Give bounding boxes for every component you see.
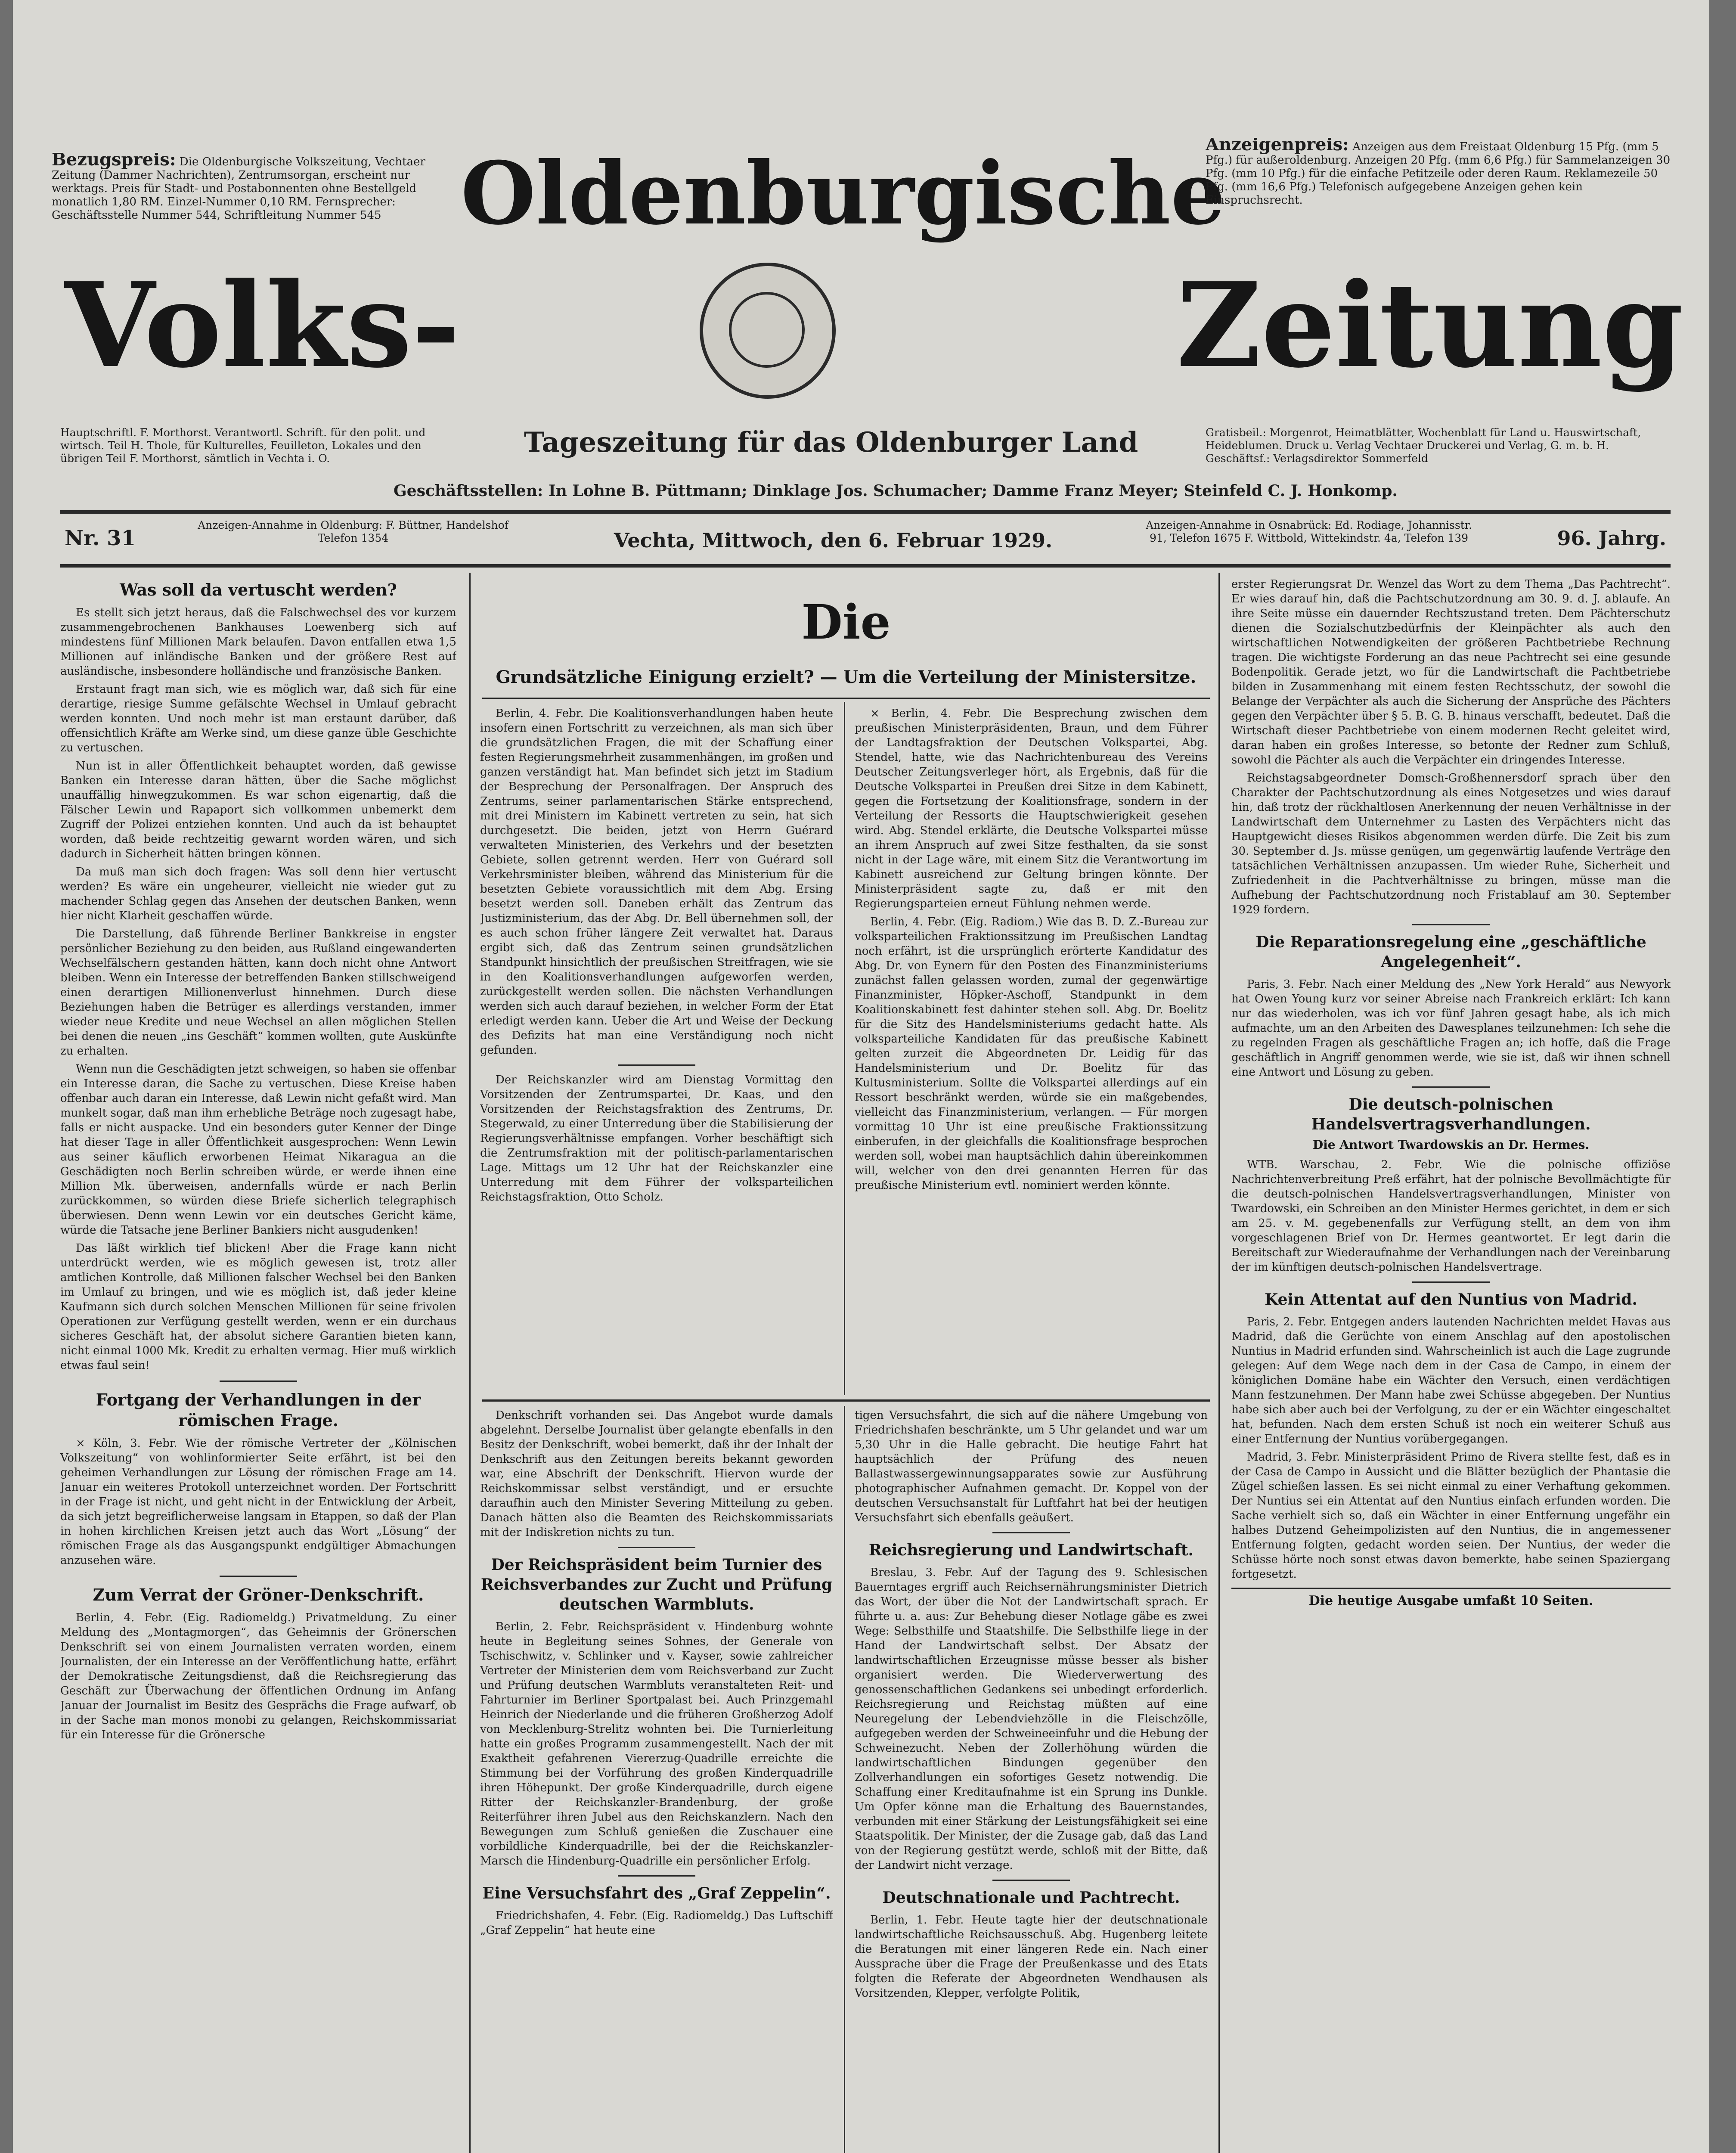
- coalition-column-b: [855, 706, 1208, 1395]
- article-pachtrecht-p1: Berlin, 1. Febr. Heute tagte hier der deutschnationale landwirtschaftliche Reichsausschuß. Abg. Hugenberg leitete die Beratungen mit einer längeren Rede ein. Nach einer Aussprache über die Frage der Preußenkasse und des Etats folgten die Referate der Abgeordneten Wendhausen als Vorsitzenden, Klepper, verfolgte Politik,: [855, 1914, 1208, 2000]
- masthead-subtitle: Tageszeitung für das Oldenburger Land: [524, 426, 1138, 459]
- anzeigenpreis-label: Anzeigenpreis:: [1206, 138, 1349, 155]
- article-vertuscht-p5: Die Darstellung, daß führende Berliner Bankkreise in engster persönlicher Beziehung zu den beiden, aus Rußland eingewanderten Wechselfälschern gestanden hätten, kann doch nicht ohne Antwort bleiben. Wenn ein Interesse der betreffenden Banken stillschweigend einen derartigen Millionenverlust hinnehmen. Durch diese Beziehungen haben die Betrüger es allerdings verstanden, immer wieder neue Kredite und neue Wechsel an allen möglichen Stellen bei denen die neuen „ins Geschäft“ kommen wollten, gute Auskünfte zu erhalten.: [60, 928, 456, 1058]
- article-reichspraesident-title: Der Reichspräsident beim Turnier des Reichsverbandes zur Zucht und Prüfung deutschen Warmbluts.: [480, 1556, 833, 1613]
- column-divider-2-top: [844, 702, 845, 1395]
- article-nuntius-p1: Paris, 2. Febr. Entgegen anders lautenden Nachrichten meldet Havas aus Madrid, daß die Gerüchte von einem Anschlag auf den apostolischen Nuntius in Madrid erfunden sind. Wahrscheinlich ist auch die Lage zugrunde gelegen: Auf dem Wege nach dem in der Casa de Campo, in einem der königlichen Domäne habe ein Wächter den Versuch, einen verdächtigen Mann festzunehmen. Der Mann habe zwei Schüsse abgegeben. Der Nuntius habe sich aber auch bei der Verfolgung, zu der er ein Wächter eingeschaltet hat, befunden. Nach dem ersten Schuß ist noch ein weiterer Schuß aus einer Entfernung der Nuntius vorübergegangen.: [1231, 1315, 1671, 1446]
- anzeigen-osnabrueck: Anzeigen-Annahme in Osnabrück: Ed. Rodiage, Johannisstr. 91, Telefon 1675 F. Wittbold, Wittekindstr. 4a, Telefon 139: [1146, 519, 1472, 544]
- middle-rule: [482, 1399, 1210, 1402]
- article-reparation-p1: Paris, 3. Febr. Nach einer Meldung des „New York Herald“ aus Newyork hat Owen Young kurz vor seiner Abreise nach Frankreich erklärt: Ich kann nur das wiederholen, was ich vor fünf Jahren gesagt habe, als ich mich aufmachte, um an den Arbeiten des Dawesplanes teilzunehmen: Ich sehe die zu regelnden Fragen als geschäftliche Fragen an; ich hoffe, daß die Frage geschäftlich in Angriff genommen werde, wie sie ist, daß wir ihnen schnell eine Antwort und Lösung zu geben.: [1231, 978, 1671, 1079]
- column-divider-1: [469, 573, 471, 2153]
- masthead-title-top: Oldenburgische: [461, 143, 1226, 244]
- article-handelsvertrag-p1: WTB. Warschau, 2. Febr. Wie die polnische offiziöse Nachrichtenverbreitung Preß erfährt, hat der polnische Bevollmächtigte für die deutsch-polnischen Handelsvertragsverhandlungen, Minister von Twardowski, ein Schreiben an den Minister Hermes gerichtet, in dem er sich am 25. v. M. gegebenenfalls zur Verfügung stellt, an dem von ihm vorgeschlagenen Brief von Dr. Hermes geantwortet. Er legt darin die Bereitschaft zur Wiederaufnahme der Verhandlungen nach der Vereinbarung der im künftigen deutsch-polnischen Handelsvertrage.: [1231, 1158, 1671, 1274]
- column-divider-3: [1218, 573, 1220, 2153]
- article-nuntius-p2: Madrid, 3. Febr. Ministerpräsident Primo de Rivera stellte fest, daß es in der Casa de Campo in Aussicht und die Blätter bezüglich der Phantasie die Zügel schießen lassen. Es sei nicht einmal zu einer Verhaftung gekommen. Der Nuntius sei ein Attentat auf den Nuntius einfach erfunden worden. Die Sache verhielt sich so, daß ein Wächter in einer Entfernung ungefähr ein halbes Dutzend Geheimpolizisten auf den Nuntius, die in angemessener Entfernung folgten, gedacht worden seien. Der Nuntius, der weder die Schüsse hörte noch sonst etwas davon bemerkte, habe seinen Spaziergang fortgesetzt.: [1231, 1451, 1671, 1581]
- article-roemische-frage-p1: × Köln, 3. Febr. Wie der römische Vertreter der „Kölnischen Volkszeitung“ von wohlinformierter Seite erfährt, ist bei den geheimen Verhandlungen zur Lösung der römischen Frage am 14. Januar ein weiteres Protokoll unterzeichnet worden. Der Fortschritt in der Frage ist nicht, und geht nicht in der Entwicklung der Arbeit, da sich jetzt begreiflicherweise langsam in Etappen, so daß der Plan in hohen kirchlichen Kreisen jetzt auch das Wort „Lösung“ der römischen Frage als das Ausgangspunkt endgültiger Abmachungen anzusehen wäre.: [60, 1437, 456, 1567]
- column-divider-2-bottom: [844, 1406, 845, 2153]
- article-zeppelin-p1: Friedrichshafen, 4. Febr. (Eig. Radiomeldg.) Das Luftschiff „Graf Zeppelin“ hat heute eine: [480, 1909, 833, 1937]
- article-separator: [618, 1875, 695, 1877]
- column-4: [1231, 577, 1671, 2153]
- article-groener-title: Zum Verrat der Gröner-Denkschrift.: [93, 1585, 424, 1604]
- zeppelin-continued-p1: tigen Versuchsfahrt, die sich auf die nähere Umgebung von Friedrichshafen beschränkte, um 5 Uhr gelandet und war um 5,30 Uhr in die Halle gebracht. Die heutige Fahrt hat hauptsächlich der Prüfung des neuen Ballastwassergewinnungsapparates sowie zur Ausführung photographischer Aufnahmen gemacht. Dr. Koppel von der deutschen Versuchsanstalt für Luftfahrt hat bei der heutigen Versuchsfahrt sich ebenfalls geäußert.: [855, 1409, 1208, 1524]
- coalition-col-b-p1: × Berlin, 4. Febr. Die Besprechung zwischen dem preußischen Ministerpräsidenten, Braun, und dem Führer der Landtagsfraktion der Deutschen Volkspartei, Abg. Stendel, hatte, wie das Nachrichtenbureau des Vereins Deutscher Zeitungsverleger hört, als Ergebnis, daß für die Deutsche Volkspartei in Preußen drei Sitze in dem Kabinett, gegen die Fortsetzung der Koalitionsfrage, sondern in der Verteilung der Ressorts die Hauptschwierigkeit gesehen wird. Abg. Stendel erklärte, die Deutsche Volkspartei müsse an ihrem Anspruch auf zwei Sitze festhalten, da sie sonst nicht in der Lage wäre, mit einem Sitz die Verantwortung im Kabinett ausreichend zur Geltung bringen könnte. Der Ministerpräsident sagte zu, daß er mit den Regierungsparteien erneut Fühlung nehmen werde.: [855, 707, 1208, 910]
- geschaeftsstellen-line: Geschäftsstellen: In Lohne B. Püttmann; Dinklage Jos. Schumacher; Damme Franz Meyer; Steinfeld C. J. Honkomp.: [394, 482, 1398, 500]
- pachtrecht-continued-p2: Reichstagsabgeordneter Domsch-Großhennersdorf sprach über den Charakter der Pachtschutzordnung als eines Notgesetzes und wies darauf hin, daß trotz der rückhaltlosen Anerkennung der neuen Verhältnisse in der Landwirtschaft dem Unternehmer zu Lasten des Verpächters nicht das Hauptgewicht dieses Risikos abgenommen werden dürfe. Die Zeit bis zum 30. September d. Js. müsse genügen, um gegenwärtig laufende Verträge den tatsächlichen Verhältnissen anzupassen. Um wieder Ruhe, Sicherheit und Zufriedenheit in die Pachtverhältnisse zu bringen, müsse man die Aufhebung der Pachtschutzordnung noch Fristablauf am 30. September 1929 fordern.: [1231, 772, 1671, 916]
- dateline: Vechta, Mittwoch, den 6. Februar 1929.: [614, 529, 1053, 552]
- article-separator: [1412, 1281, 1490, 1283]
- coalition-subtitle: Grundsätzliche Einigung erzielt? — Um die Verteilung der Ministersitze.: [496, 667, 1197, 687]
- article-handelsvertrag-title: Die deutsch-polnischen Handelsvertragsverhandlungen.: [1311, 1095, 1591, 1133]
- masthead-rule-bottom: [60, 564, 1671, 568]
- masthead-right-info: Gratisbeil.: Morgenrot, Heimatblätter, Wochenblatt für Land u. Hauswirtschaft, Heideblumen. Druck u. Verlag Vechtaer Druckerei und Verlag, G. m. b. H. Geschäftsf.: Verlagsdirektor Sommerfeld: [1206, 426, 1641, 465]
- article-separator: [618, 1064, 695, 1066]
- coalition-main-title: Die: [801, 594, 891, 650]
- issue-number: Nr. 31: [65, 526, 136, 550]
- bezugspreis-box: [52, 153, 448, 256]
- footer-rule: [1231, 1588, 1671, 1589]
- article-vertuscht-p2: Erstaunt fragt man sich, wie es möglich war, daß sich für eine derartige, riesige Summe gefälschte Wechsel in Umlauf gebracht werden konnten. Und noch mehr ist man erstaunt darüber, daß offensichtlich Kräfte am Werke sind, um diese ganze üble Geschichte zu vertuschen.: [60, 683, 456, 754]
- anzeigen-oldenburg: Anzeigen-Annahme in Oldenburg: F. Büttner, Handelshof Telefon 1354: [198, 519, 508, 544]
- article-reichspraesident-p1: Berlin, 2. Febr. Reichspräsident v. Hindenburg wohnte heute in Begleitung seines Sohnes, der Generale von Tschischwitz, v. Schlinker und v. Kayser, sowie zahlreicher Vertreter der Ministerien dem vom Reichsverband zur Zucht und Prüfung deutschen Warmbluts veranstalteten Reit- und Fahrturnier im Berliner Sportpalast bei. Auch Prinzgemahl Heinrich der Niederlande und die früheren Großherzog Adolf von Mecklenburg-Strelitz wohnten bei. Die Turnierleitung hatte ein großes Programm zusammengestellt. Nach der mit Exaktheit gefahrenen Viererzug-Quadrille erreichte die Stimmung bei der Vorführung des großen Kinderquadrille ihren Höhepunkt. Der große Kinderquadrille, durch eigene Ritter der Reichskanzler-Brandenburg, der große Reiterführer ihren Jubel aus den Reichskanzlern. Nach den Bewegungen zum Schluß genießen die Zuschauer eine vorbildliche Kinderquadrille, bei der die Reichskanzler-Marsch die Hindenburg-Quadrille ein persönlicher Erfolg.: [480, 1620, 833, 1868]
- article-vertuscht-p3: Nun ist in aller Öffentlichkeit behauptet worden, daß gewisse Banken ein Interesse daran hätten, über die Sache möglichst unauffällig hinwegzukommen. Es war schon eigenartig, daß die Fälscher Lewin und Rapaport sich vollkommen unbemerkt dem Zugriff der Polizei entziehen konnten. Und auch da ist behauptet worden, daß beide rechtzeitig gewarnt worden wären, und sich dadurch in Sicherheit hätten bringen können.: [60, 760, 456, 860]
- article-pachtrecht-title: Deutschnationale und Pachtrecht.: [882, 1889, 1180, 1907]
- article-roemische-frage-title: Fortgang der Verhandlungen in der römischen Frage.: [96, 1390, 421, 1430]
- article-handelsvertrag-subtitle: Die Antwort Twardowskis an Dr. Hermes.: [1312, 1138, 1590, 1152]
- groener-continued-p1: Denkschrift vorhanden sei. Das Angebot wurde damals abgelehnt. Derselbe Journalist über gelangte ebenfalls in den Besitz der Denkschrift, wobei bemerkt, daß ihr der Inhalt der Denkschrift aus den Zeitungen bereits bekannt geworden war, eine Abschrift der Denkschrift. Hiervon wurde der Reichskommissar selbst verständigt, und er ersuchte daraufhin auch den Minister Severing Mitteilung zu geben. Danach hätten also die Beamten des Reichskommissariats mit der Indiskretion nichts zu tun.: [480, 1409, 833, 1539]
- coalition-col-a-p1: Berlin, 4. Febr. Die Koalitionsverhandlungen haben heute insofern einen Fortschritt zu verzeichnen, als man sich über die grundsätzlichen Fragen, die mit der Schaffung einer festen Regierungsmehrheit zusammenhängen, im großen und ganzen verständigt hat. Man befindet sich jetzt im Stadium der Besprechung der Personalfragen. Der Anspruch des Zentrums, seiner parlamentarischen Stärke entsprechend, mit drei Ministern im Kabinett vertreten zu sein, hat sich durchgesetzt. Die beiden, jetzt von Herrn Guérard verwalteten Ministerien, des Verkehrs und der besetzten Gebiete, sollen getrennt werden. Herr von Guérard soll Verkehrsminister bleiben, während das Ministerium für die besetzten Gebiete voraussichtlich mit dem Abg. Ersing besetzt werden soll. Daneben erhält das Zentrum das Justizministerium, das der Abg. Dr. Bell übernehmen soll, der es auch schon früher längere Zeit verwaltet hat. Daraus ergibt sich, daß das Zentrum seinen grundsätzlichen Standpunkt hinsichtlich der preußischen Streitfragen, wie sie in den Koalitionsverhandlungen aufgeworfen werden, zurückgestellt werden sollen. Die nächsten Verhandlungen werden sich auch darauf beziehen, in welcher Form der Etat erledigt werden kann. Ueber die Art und Weise der Deckung des Defizits hat man eine Verständigung noch nicht gefunden.: [480, 707, 833, 1057]
- newspaper-page: [13, 0, 1709, 2153]
- article-vertuscht-p1: Es stellt sich jetzt heraus, daß die Falschwechsel des vor kurzem zusammengebrochenen Bankhauses Loewenberg sich auf mindestens fünf Millionen Mark belaufen. Davon entfallen etwa 1,5 Millionen auf inländische Banken und der größere Rest auf ausländische, insbesondere holländische und französische Banken.: [60, 606, 456, 678]
- coalition-col-b-p2: Berlin, 4. Febr. (Eig. Radiom.) Wie das B. D. Z.-Bureau zur volksparteilichen Fraktionssitzung im Preußischen Landtag noch erfährt, ist die ursprünglich erörterte Kandidatur des Abg. Dr. von Eynern für den Posten des Finanzministeriums zunächst fallen gelassen worden, zumal der gegenwärtige Finanzminister, Höpker-Aschoff, Standpunkt in dem Koalitionskabinett fest dahinter stehen soll. Abg. Dr. Boelitz für die Sitz des Handelsministeriums gedacht hatte. Als volksparteiliche Kandidaten für das preußische Kabinett gelten zurzeit die Abgeordneten Dr. Leidig für das Handelsministerium und Dr. Boelitz für das Kultusministerium. Sollte die Volkspartei allerdings auf ein Ressort beschränkt werden, würde sie ein maßgebendes, vielleicht das Finanzministerium, verlangen. — Für morgen vormittag 10 Uhr ist eine preußische Fraktionssitzung einberufen, in der gleichfalls die Koalitionsfrage besprochen werden soll, wobei man hauptsächlich dahin übereinkommen will, welcher von den drei genannten Herren für das preußische Ministerium evtl. nominiert werden könnte.: [855, 915, 1208, 1192]
- column-1: [60, 577, 456, 2153]
- article-vertuscht-p7: Das läßt wirklich tief blicken! Aber die Frage kann nicht unterdrückt werden, wie es möglich gewesen ist, trotz aller amtlichen Kontrolle, daß Millionen falscher Wechsel bei den Banken im Umlauf zu bringen, und wie es möglich ist, daß jeder kleine Kaufmann sich durch solchen Menschen Millionen für seine frivolen Operationen zur Verfügung gestellt werden, wenn er ein durchaus sicheres Geschäft hat, der absolut sichere Garantien bieten kann, nicht einmal 1000 Mk. Kredit zu erhalten vermag. Hier muß wirklich etwas faul sein!: [60, 1242, 456, 1372]
- article-separator: [992, 1532, 1070, 1533]
- article-vertuscht-p6: Wenn nun die Geschädigten jetzt schweigen, so haben sie offenbar ein Interesse daran, die Sache zu vertuschen. Diese Kreise haben offenbar auch daran ein Interesse, daß Lewin nicht gefaßt wird. Man munkelt sogar, daß man ihm erhebliche Beträge noch zugesagt habe, falls er nicht auspacke. Und ein besonders guter Kenner der Dinge hat dieser Tage in aller Öffentlichkeit ausgesprochen: Wenn Lewin aus seiner käuflich erworbenen Heimat Nikaragua an die Geschädigten noch Berlin schreiben würde, er werde ihnen eine Million Mk. überweisen, andernfalls würde er nach Berlin zurückkommen, so würden diese Briefe sicherlich telegraphisch überwiesen. Denn wenn Lewin vor ein deutsches Gericht käme, würde die Tatsache jene Berliner Bankiers nicht ausgudenken!: [60, 1063, 456, 1237]
- article-separator: [220, 1576, 297, 1577]
- edition-footer: Die heutige Ausgabe umfaßt 10 Seiten.: [1308, 1593, 1593, 1608]
- coalition-column-a: [480, 706, 833, 1395]
- coalition-col-a-p2: Der Reichskanzler wird am Dienstag Vormittag den Vorsitzenden der Zentrumspartei, Dr. Kaas, und den Vorsitzenden der Reichstagsfraktion des Zentrums, Dr. Stegerwald, zu einer Unterredung über die Stabilisierung der Regierungsverhältnisse empfangen. Vorher beschäftigt sich die Zentrumsfraktion mit der politisch-parlamentarischen Lage. Mittags um 12 Uhr hat der Reichskanzler eine Unterredung mit dem Führer der volksparteilichen Reichstagsfraktion, Otto Scholz.: [480, 1073, 833, 1204]
- article-groener-p1: Berlin, 4. Febr. (Eig. Radiomeldg.) Privatmeldung. Zu einer Meldung des „Montagmorgen“, das Geheimnis der Grönerschen Denkschrift sei von einem Journalisten verraten worden, einem Journalisten, der ein Interesse an der Veröffentlichung hatte, erfährt der Demokratische Zeitungsdienst, daß die Reichsregierung das Geschäft zur Überwachung der öffentlichen Ordnung im Anfang Januar der Journalist im Besitz des Gesprächs die Frage aufwarf, ob in der Sache man monos monobi zu gelangen, Reichskommissariat für ein Interesse für die Grönersche: [60, 1611, 456, 1741]
- article-separator: [992, 1880, 1070, 1881]
- article-landwirtschaft-p1: Breslau, 3. Febr. Auf der Tagung des 9. Schlesischen Bauerntages ergriff auch Reichsernährungsminister Dietrich das Wort, der über die Not der Landwirtschaft sprach. Er führte u. a. aus: Zur Behebung dieser Notlage gäbe es zwei Wege: Selbsthilfe und Staatshilfe. Die Selbsthilfe liege in der Hand der Landwirtschaft selbst. Der Absatz der landwirtschaftlichen Erzeugnisse müsse besser als bisher organisiert werden. Die Wiederverwertung des genossenschaftlichen Gedankens sei unbedingt erforderlich. Reichsregierung und Reichstag müßten auf eine Neuregelung der Lebendviehzölle in die Fleischzölle, aufgegeben werden der Schweineeinfuhr und die Hebung der Schweinezucht. Neben der Zollerhöhung würden die landwirtschaftlichen Bindungen gegenüber den Zollverhandlungen ein sofortiges Gesetz notwendig. Die Schaffung einer Kreditaufnahme ist ein Sprung ins Dunkle. Um Opfer könne man die Erhaltung des Bauernstandes, verbunden mit einer Stärkung der Leistungsfähigkeit sei eine Staatspolitik. Der Minister, der die Zusage gab, daß das Land von der Regierung gestützt werde, schloß mit der Bitte, daß der Landwirt nicht verzage.: [855, 1566, 1208, 1872]
- bezugspreis-text: Die Oldenburgische Volkszeitung, Vechtaer Zeitung (Dammer Nachrichten), Zentrumsorgan, erscheint nur werktags. Preis für Stadt- und Postabonnenten ohne Bestellgeld monatlich 1,80 RM. Einzel-Nummer 0,10 RM. Fernsprecher: Geschäftsstelle Nummer 544, Schriftleitung Nummer 545: [52, 155, 425, 222]
- article-separator: [1412, 924, 1490, 925]
- article-vertuscht-title: Was soll da vertuscht werden?: [120, 580, 397, 599]
- article-landwirtschaft-title: Reichsregierung und Landwirtschaft.: [868, 1541, 1194, 1559]
- masthead-title-left: Volks-: [65, 257, 460, 394]
- coat-of-arms-emblem: [700, 263, 836, 399]
- coalition-rule: [482, 698, 1210, 699]
- middle-column-a: [480, 1408, 833, 2153]
- anzeigenpreis-text: Anzeigen aus dem Freistaat Oldenburg 15 Pfg. (mm 5 Pfg.) für außeroldenburg. Anzeigen 20 Pfg. (mm 6,6 Pfg.) für Sammelanzeigen 30 Pfg. (mm 10 Pfg.) für die einfache Petitzeile oder deren Raum. Reklamezeile 50 Pfg. (mm 16,6 Pfg.) Telefonisch aufgegebene Anzeigen gehen kein Einspruchsrecht.: [1206, 140, 1671, 207]
- pachtrecht-continued-p1: erster Regierungsrat Dr. Wenzel das Wort zu dem Thema „Das Pachtrecht“. Er wies darauf hin, daß die Pachtschutzordnung am 30. 9. d. J. ablaufe. An ihre Seite müsse ein dauernder Rechtszustand treten. Dem Pächterschutz dienen die Sozialschutzbedürfnis der Kleinpächter als auch den wirtschaftlichen Notwendigkeiten der größeren Pachtbetriebe Rechnung tragen. Die wichtigste Forderung an das neue Pachtrecht sei eine gesunde Bodenpolitik. Gerade jetzt, wo für die Landwirtschaft die Pachtbetriebe bilden in Zusammenhang mit einem festen Rechtsschutz, der sowohl die Belange der Verpächter als auch die Sicherung der Ansprüche des Pächters gegen den Verpächter über § 5. B. G. B. hinaus verschafft, bedeutet. Daß die Wirtschaft dieser Pachtbetriebe von einem modernen Recht geleitet wird, daran haben ein großes Interesse, so betonte der Redner zum Schluß, sowohl die Pächter als auch die Verpächter ein dringendes Interesse.: [1231, 578, 1671, 766]
- article-zeppelin-title: Eine Versuchsfahrt des „Graf Zeppelin“.: [482, 1884, 831, 1902]
- article-separator: [1412, 1086, 1490, 1088]
- middle-column-b: [855, 1408, 1208, 2153]
- article-separator: [618, 1547, 695, 1548]
- masthead-title-right: Zeitung: [1176, 257, 1683, 394]
- jahrgang: 96. Jahrg.: [1557, 527, 1666, 550]
- article-reparation-title: Die Reparationsregelung eine „geschäftliche Angelegenheit“.: [1256, 933, 1646, 971]
- bezugspreis-label: Bezugspreis:: [52, 153, 176, 170]
- masthead-rule-top: [60, 510, 1671, 514]
- article-nuntius-title: Kein Attentat auf den Nuntius von Madrid.: [1265, 1291, 1637, 1309]
- article-vertuscht-p4: Da muß man sich doch fragen: Was soll denn hier vertuscht werden? Es wäre ein ungeheurer, vielleicht nie wieder gut zu machender Schlag gegen das Ansehen der deutschen Banken, wenn hier nicht Klarheit geschaffen würde.: [60, 866, 456, 922]
- masthead-left-info: Hauptschriftl. F. Morthorst. Verantwortl. Schrift. für den polit. und wirtsch. Teil H. Thole, für Kulturelles, Feuilleton, Lokales und den übrigen Teil F. Morthorst, sämtlich in Vechta i. O.: [60, 426, 426, 465]
- article-separator: [220, 1381, 297, 1382]
- anzeigenpreis-box: [1206, 138, 1671, 241]
